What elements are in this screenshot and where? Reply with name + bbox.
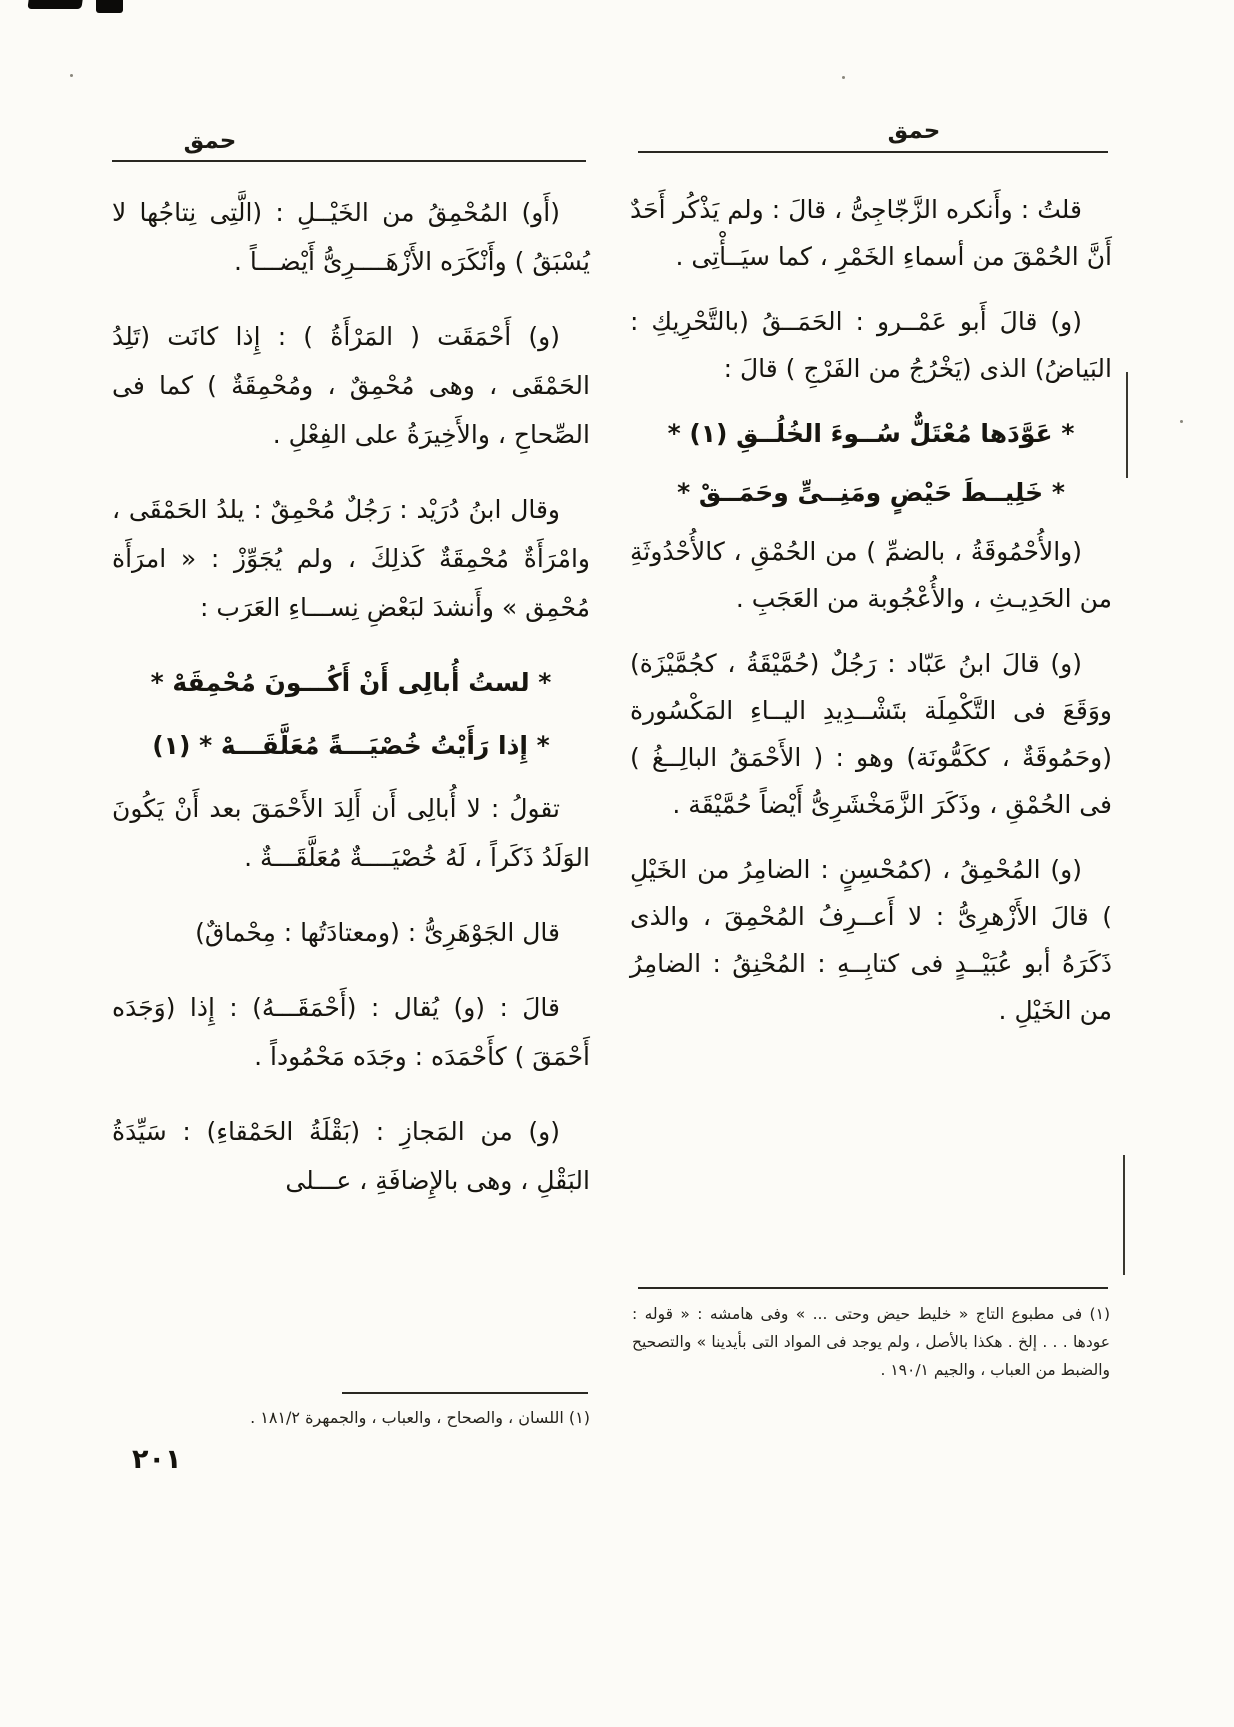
paragraph: تقولُ : لا أُبالِى أَن أَلِدَ الأَحْمَقَ بعد أَنْ يَكُونَ الوَلَدُ ذَكَراً ، لَهُ خُصْيَــــةٌ مُعَلَّقَـــةٌ . [112, 794, 590, 872]
scan-speck [70, 74, 73, 77]
running-header-right: حمق [887, 118, 941, 144]
paragraph: (و) أَحْمَقَت ( المَرْأَةُ ) : إِذا كانَت (تَلِدُ الحَمْقَى ، وهى مُحْمِقٌ ، ومُحْمِقَةٌ ) كما فى الصِّحاحِ ، والأَخِيرَةُ على الفِعْلِ . [112, 322, 590, 449]
running-header-left: حمق [183, 128, 237, 154]
paragraph: (و) المُحْمِقُ ، (كمُحْسِنٍ : الضامِرُ من الخَيْلِ ) قالَ الأَزْهرِىُّ : لا أَعــرِفُ المُحْمِقَ ، والذى ذَكَرَهُ أبو عُبَيْــدٍ فى كتابِــهِ : المُحْنِقُ : الضامِرُ من الخَيْلِ . [630, 855, 1112, 1025]
page-number: ٢٠١ [132, 1444, 182, 1475]
footnote-separator-right [638, 1287, 1108, 1289]
paragraph: وقال ابنُ دُرَيْد : رَجُلٌ مُحْمِقٌ : يلدُ الحَمْقَى ، وامْرَأَةٌ مُحْمِقَةٌ كَذلِكَ ، ولم يُجَوِّزْ : « امرَأَة مُحْمِق » وأَنشدَ لبَعْضِ نِســـاءِ العَرَب : [112, 495, 590, 622]
paragraph: (والأُحْمُوقَةُ ، بالضمِّ ) من الحُمْقِ ، كالأُحْدُوثَةِ من الحَدِيـثِ ، والأُعْجُوبة من العَجَبِ . [630, 537, 1112, 613]
verse-line: * خَلِيــطَ حَيْضٍ ومَنِــىٍّ وحَمَــقْ * [677, 478, 1065, 507]
verse-line: * لستُ أُبالِى أَنْ أَكُـــونَ مُحْمِقَهْ * [150, 668, 552, 697]
paragraph: (و) قالَ ابنُ عَبّاد : رَجُلٌ (حُمَّيْقَةُ ، كجُمَّيْزَة) ووَقَعَ فى التَّكْمِلَة بتَشْــدِيدِ اليــاءِ المَكْسُورة (وحَمُوقَةٌ ، ككَمُّونَة) وهو : ( الأَحْمَقُ البالِــغُ ) فى الحُمْقِ ، وذَكَرَ الزَّمَخْشَرِىُّ أَيْضاً حُمَّيْقَة . [630, 649, 1112, 819]
header-rule-right [638, 151, 1108, 153]
verse-line: * عَوَّدَها مُعْتَلٌّ سُــوءَ الخُلُــقِ (١) * [667, 419, 1075, 448]
paragraph: قال الجَوْهَرِىُّ : (ومعتادَتُها : مِحْماقٌ) [195, 918, 560, 947]
footnote-right: (١) فى مطبوع التاج « خليط حيض وحتى ... » وفى هامشه : « قوله : عودها . . . إلخ . هكذا بالأصل ، ولم يوجد فى المواد التى بأيدينا » والتصحيح والضبط من العباب ، والجيم ١٩٠/١ . [632, 1305, 1110, 1379]
scan-artifact [96, 0, 123, 13]
footnote-separator-left [342, 1392, 588, 1394]
margin-mark [1123, 1155, 1125, 1275]
scan-speck [842, 76, 845, 79]
verse-line: * إِذا رَأَيْتُ خُصْيَـــةً مُعَلَّقَـــهْ * (١) [152, 731, 550, 760]
paragraph: قالَ : (و) يُقال : (أَحْمَقَـــهُ) : إِذا (وَجَدَه أَحْمَقَ ) كأَحْمَدَه : وجَدَه مَحْمُوداً . [112, 993, 590, 1071]
header-rule-left [112, 160, 586, 162]
footnote-left: (١) اللسان ، والصحاح ، والعباب ، والجمهرة ١٨١/٢ . [250, 1408, 590, 1427]
paragraph: قلتُ : وأَنكره الزَّجّاجِىُّ ، قالَ : ولم يَذْكُر أَحَدٌ أَنَّ الحُمْقَ من أسماءِ الخَمْرِ ، كما سيَــأْتِى . [630, 195, 1112, 271]
paragraph: (و) من المَجازِ : (بَقْلَةُ الحَمْقاءِ) : سَيِّدَةُ البَقْلِ ، وهى بالإِضافَةِ ، عـــلى [112, 1117, 590, 1195]
scan-speck [1180, 420, 1183, 423]
margin-mark [1126, 372, 1128, 478]
scan-artifact [27, 0, 82, 9]
paragraph: (أَو) المُحْمِقُ من الخَيْــلِ : (الَّتِى نِتاجُها لا يُسْبَقُ ) وأَنْكَرَه الأَزْهَــــرِىُّ أَيْضـــاً . [112, 198, 590, 276]
paragraph: (و) قالَ أَبو عَمْــرو : الحَمَــقُ (بالتَّحْرِيكِ : البَياضُ) الذى (يَخْرُجُ من الفَرْجِ ) قالَ : [630, 307, 1112, 383]
text-column-right [630, 186, 1112, 1052]
text-column-left [112, 188, 590, 1231]
